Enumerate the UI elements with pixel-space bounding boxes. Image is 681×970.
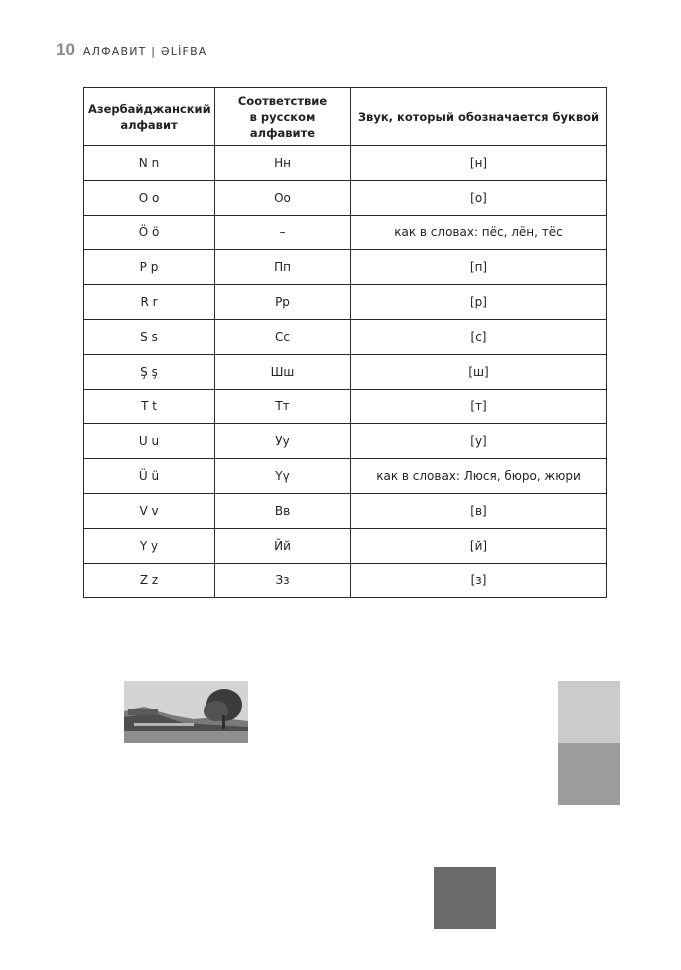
cell-sound: [т]	[351, 389, 607, 424]
cell-azerbaijani-letter: O o	[84, 180, 215, 215]
running-header	[56, 40, 208, 60]
header-line: алфавит	[120, 117, 178, 132]
header-line: Соответствие	[237, 93, 328, 108]
cell-russian-letter: Yү	[215, 459, 351, 494]
table-row	[84, 215, 607, 250]
table-row	[84, 563, 607, 598]
cell-russian-letter: –	[215, 215, 351, 250]
table-row	[84, 285, 607, 320]
cell-azerbaijani-letter: Ö ö	[84, 215, 215, 250]
color-swatch-dark	[434, 867, 496, 929]
cell-russian-letter: Оо	[215, 180, 351, 215]
table-row	[84, 250, 607, 285]
table-row	[84, 493, 607, 528]
cell-russian-letter: Сс	[215, 319, 351, 354]
photo-illustration	[124, 681, 248, 743]
cell-azerbaijani-letter: Y y	[84, 528, 215, 563]
cell-sound: [у]	[351, 424, 607, 459]
cell-russian-letter: Вв	[215, 493, 351, 528]
cell-sound: [н]	[351, 146, 607, 181]
table-header-row	[84, 88, 607, 146]
cell-russian-letter: Тт	[215, 389, 351, 424]
cell-sound: [в]	[351, 493, 607, 528]
header-russian-equivalent	[215, 88, 351, 146]
cell-russian-letter: Рр	[215, 285, 351, 320]
table-row	[84, 319, 607, 354]
color-swatch-light	[558, 681, 620, 743]
header-line: в русском алфавите	[249, 109, 316, 140]
header-line: Азербайджанский	[88, 101, 211, 116]
cell-russian-letter: Шш	[215, 354, 351, 389]
header-sound	[351, 88, 607, 146]
cell-russian-letter: Йй	[215, 528, 351, 563]
cell-azerbaijani-letter: S s	[84, 319, 215, 354]
cell-sound: [ш]	[351, 354, 607, 389]
cell-sound: как в словах: Люся, бюро, жюри	[351, 459, 607, 494]
cell-azerbaijani-letter: N n	[84, 146, 215, 181]
cell-azerbaijani-letter: R r	[84, 285, 215, 320]
landscape-photo	[124, 681, 248, 743]
cell-sound: [с]	[351, 319, 607, 354]
cell-russian-letter: Зз	[215, 563, 351, 598]
running-title: АЛФАВИТ | ƏLİFBA	[82, 45, 208, 58]
alphabet-table-container	[83, 87, 606, 598]
alphabet-table	[83, 87, 607, 598]
cell-russian-letter: Пп	[215, 250, 351, 285]
cell-azerbaijani-letter: Z z	[84, 563, 215, 598]
header-azerbaijani-alphabet	[84, 88, 215, 146]
header-line: Звук, который обозначается буквой	[357, 109, 600, 124]
cell-sound: [й]	[351, 528, 607, 563]
cell-azerbaijani-letter: V v	[84, 493, 215, 528]
cell-russian-letter: Уу	[215, 424, 351, 459]
cell-azerbaijani-letter: Ü ü	[84, 459, 215, 494]
color-swatch-medium	[558, 743, 620, 805]
table-row	[84, 424, 607, 459]
table-row	[84, 459, 607, 494]
cell-azerbaijani-letter: U u	[84, 424, 215, 459]
cell-sound: [п]	[351, 250, 607, 285]
cell-sound: [р]	[351, 285, 607, 320]
table-row	[84, 389, 607, 424]
cell-azerbaijani-letter: T t	[84, 389, 215, 424]
table-row	[84, 354, 607, 389]
cell-azerbaijani-letter: Ş ş	[84, 354, 215, 389]
cell-sound: [з]	[351, 563, 607, 598]
table-body	[84, 146, 607, 598]
cell-sound: как в словах: пёс, лён, тёс	[351, 215, 607, 250]
cell-russian-letter: Нн	[215, 146, 351, 181]
cell-azerbaijani-letter: P p	[84, 250, 215, 285]
table-row	[84, 180, 607, 215]
table-row	[84, 146, 607, 181]
table-row	[84, 528, 607, 563]
page-number: 10	[56, 40, 75, 59]
cell-sound: [о]	[351, 180, 607, 215]
